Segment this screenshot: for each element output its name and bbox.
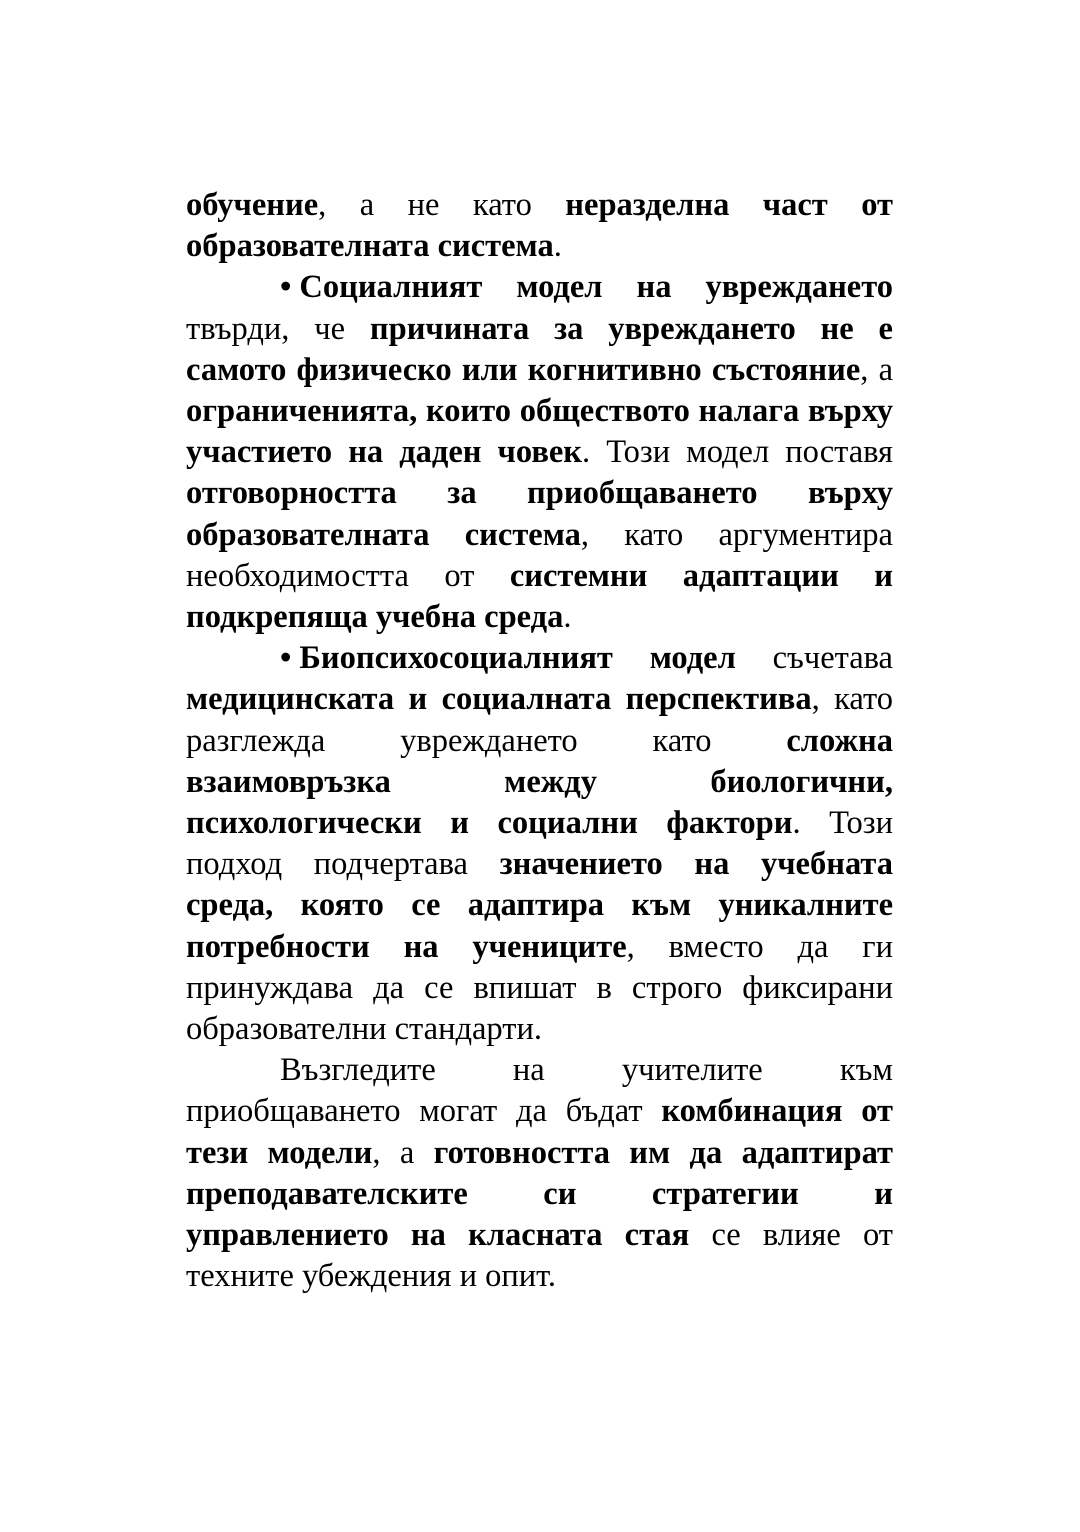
body-text (186, 185, 893, 1297)
text-bold: сложна взаимовръзка между биологични, психологически и социални фактори (186, 722, 893, 842)
text-regular: . (553, 228, 562, 265)
text-bold: Биопсихосоциалният модел (299, 640, 736, 677)
text-bold: готовността им да адаптират преподавателските си стратегии и управлението на класната стая (186, 1134, 893, 1254)
text-regular: , а (860, 351, 894, 388)
text-bold: значението на учебната среда, която се адаптира към уникалните потребности на учениците (186, 846, 893, 965)
paragraph-teachers-views (186, 1050, 893, 1297)
bullet-icon: • (280, 269, 292, 306)
paragraph-biopsychosocial-model (186, 638, 893, 1050)
text-regular: Възгледите на учителите към приобщаването могат да бъдат (186, 1052, 893, 1130)
text-regular: , а не като (318, 187, 566, 223)
text-bold: неразделна част от образователната система (186, 187, 894, 265)
text-regular: съчетава (735, 640, 893, 677)
text-bold: Социалният модел на увреждането (299, 269, 893, 306)
text-bold: причината за увреждането не е самото физическо или когнитивно състояние (186, 310, 893, 388)
text-bold: отговорността за приобщаването върху образователната система (186, 475, 893, 553)
text-regular: . Този подход подчертава (186, 805, 894, 883)
paragraph-social-model (186, 267, 893, 638)
text-bold: медицинската и социалната перспектива (186, 681, 812, 718)
text-bold: ограниченията, които обществото налага върху участието на даден човек (186, 393, 893, 471)
text-regular: . Този модел поставя (582, 434, 894, 471)
text-regular: . (563, 599, 572, 636)
text-regular: твърди, че (186, 310, 370, 347)
text-bold: обучение (186, 187, 319, 223)
text-bold: комбинация от тези модели (186, 1093, 893, 1171)
text-regular: , като разглежда увреждането като (186, 681, 893, 759)
bullet-icon: • (280, 640, 292, 677)
text-regular: , като аргументира необходимостта от (186, 516, 893, 594)
text-regular: , вместо да ги принуждава да се впишат в строго фиксирани образователни стандарти. (186, 928, 893, 1048)
text-bold: системни адаптации и подкрепяща учебна среда (186, 557, 893, 636)
text-regular: , а (372, 1134, 434, 1171)
paragraph-continuation (186, 185, 893, 267)
text-regular: се влияе от техните убеждения и опит. (186, 1217, 893, 1295)
